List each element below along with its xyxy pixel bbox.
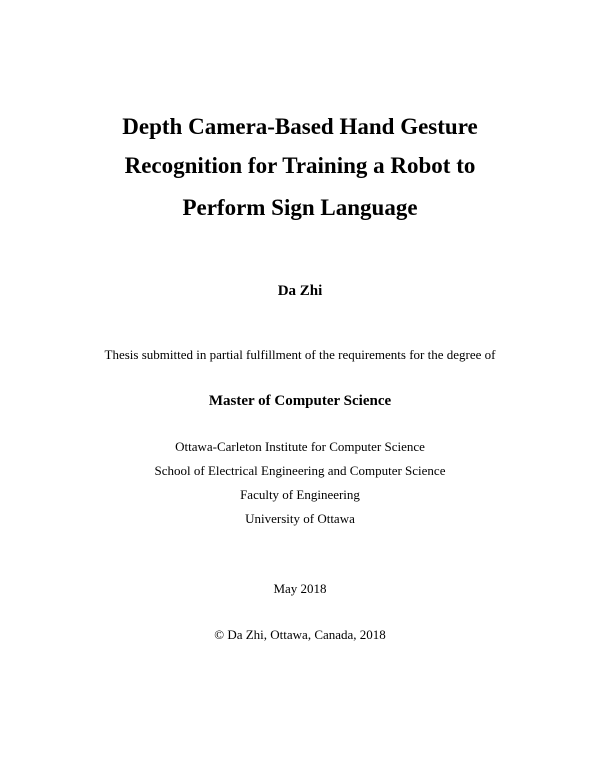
thesis-title-line-2: Recognition for Training a Robot to (124, 153, 476, 178)
affiliation-university: University of Ottawa (245, 511, 355, 526)
submission-date: May 2018 (273, 581, 327, 596)
affiliation-school: School of Electrical Engineering and Computer Science (154, 463, 446, 478)
copyright-notice: © Da Zhi, Ottawa, Canada, 2018 (214, 627, 386, 642)
affiliation-institute: Ottawa-Carleton Institute for Computer Science (175, 439, 425, 454)
degree-statement: Thesis submitted in partial fulfillment of the requirements for the degree of (104, 347, 496, 362)
affiliation-faculty: Faculty of Engineering (240, 487, 360, 502)
author-name: Da Zhi (277, 283, 323, 299)
degree-name: Master of Computer Science (208, 393, 392, 409)
thesis-title-line-1: Depth Camera-Based Hand Gesture (122, 114, 478, 139)
thesis-title-line-3: Perform Sign Language (182, 195, 418, 220)
